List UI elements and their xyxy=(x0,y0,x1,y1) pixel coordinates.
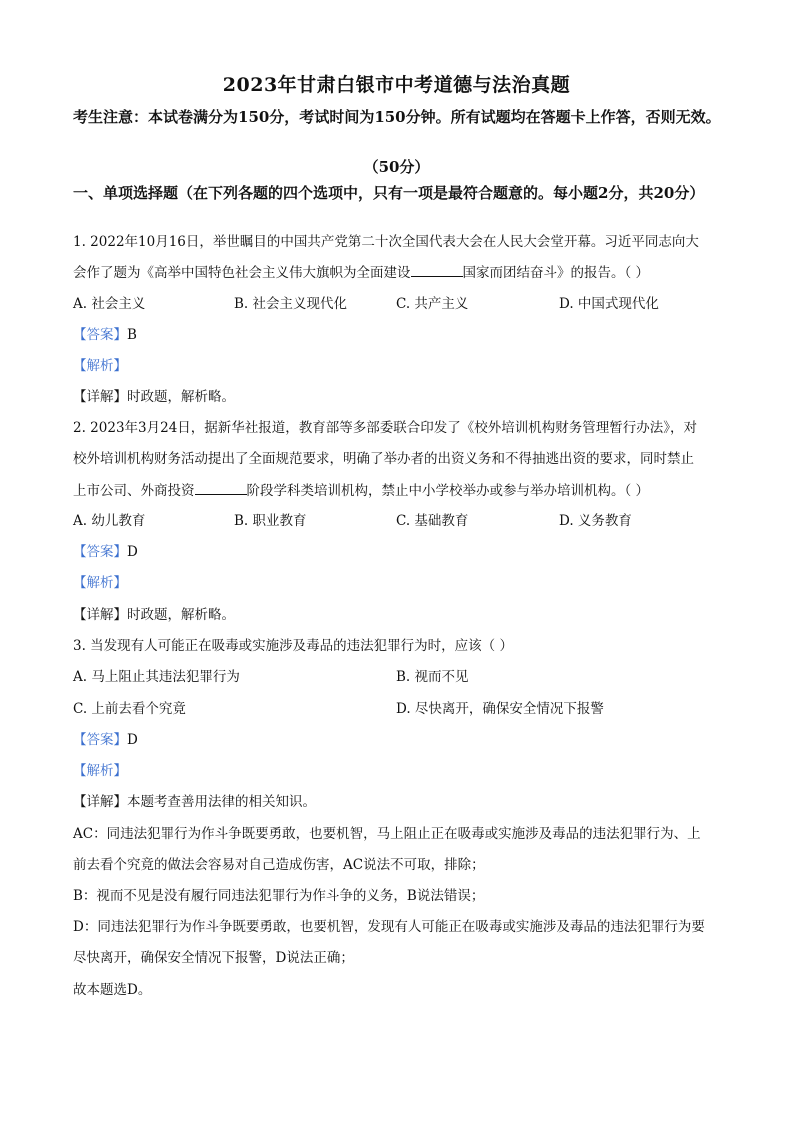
q1-stem-part-b: 国家而团结奋斗》的报告。（ ） xyxy=(462,265,650,281)
q2-option-d: D. 义务教育 xyxy=(559,513,632,529)
detail-text: 时政题，解析略。 xyxy=(127,389,235,405)
q1-answer xyxy=(73,325,723,345)
q3-option-b: B. 视而不见 xyxy=(396,669,469,685)
q3-analysis-label: 【解析】 xyxy=(73,763,127,779)
answer-value: D xyxy=(127,544,138,560)
q3-answer xyxy=(73,730,723,750)
answer-value: B xyxy=(127,327,137,343)
q1-stem-part-a: 会作了题为《高举中国特色社会主义伟大旗帜为全面建设 xyxy=(73,265,411,281)
q2-stem-line-2: 校外培训机构财务活动提出了全面规范要求，明确了举办者的出资义务和不得抽逃出资的要求，同时禁止 xyxy=(73,451,694,467)
q3-option-c: C. 上前去看个究竟 xyxy=(73,701,186,717)
q2-stem-part-a: 上市公司、外商投资 xyxy=(73,483,195,499)
page-title: 2023年甘肃白银市中考道德与法治真题 xyxy=(222,74,571,96)
answer-label: 【答案】 xyxy=(73,732,127,748)
q2-stem-line-1: 2. 2023年3月24日，据新华社报道，教育部等多部委联合印发了《校外培训机构财务管理暂行办法》，对 xyxy=(73,420,698,436)
q1-analysis-label: 【解析】 xyxy=(73,358,127,374)
answer-value: D xyxy=(127,732,138,748)
q3-explanation-line-4: D：同违法犯罪行为作斗争既要勇敢，也要机智，发现有人可能正在吸毒或实施涉及毒品的违法犯罪行为要 xyxy=(73,919,705,935)
q2-analysis-label: 【解析】 xyxy=(73,575,127,591)
q3-explanation-line-5: 尽快离开，确保安全情况下报警，D说法正确； xyxy=(73,950,354,966)
detail-label: 【详解】 xyxy=(73,607,127,623)
q3-option-a: A. 马上阻止其违法犯罪行为 xyxy=(73,669,240,685)
q1-option-a: A. 社会主义 xyxy=(73,296,146,312)
q2-option-b: B. 职业教育 xyxy=(234,513,307,529)
q2-option-a: A. 幼儿教育 xyxy=(73,513,146,529)
q3-explanation-line-6: 故本题选D。 xyxy=(73,982,152,998)
q1-option-d: D. 中国式现代化 xyxy=(559,296,659,312)
score-heading: （50分） xyxy=(363,158,430,176)
exam-notice: 考生注意：本试卷满分为150分，考试时间为150分钟。所有试题均在答题卡上作答，否则无效。 xyxy=(73,108,721,126)
q2-stem-line-3 xyxy=(73,480,723,501)
q3-option-d: D. 尽快离开，确保安全情况下报警 xyxy=(396,701,604,717)
q1-stem-line-1: 1. 2022年10月16日，举世瞩目的中国共产党第二十次全国代表大会在人民大会堂开幕。习近平同志向大 xyxy=(73,234,699,250)
answer-label: 【答案】 xyxy=(73,544,127,560)
q2-answer xyxy=(73,542,723,562)
section-heading: 一、单项选择题（在下列各题的四个选项中，只有一项是最符合题意的。每小题2分，共20分） xyxy=(73,184,705,202)
detail-text: 时政题，解析略。 xyxy=(127,607,235,623)
q2-detail xyxy=(73,605,723,625)
q3-explanation-line-2: 前去看个究竟的做法会容易对自己造成伤害，AC说法不可取，排除； xyxy=(73,857,485,873)
detail-text: 本题考查善用法律的相关知识。 xyxy=(127,794,316,810)
q3-explanation-line-1: AC：同违法犯罪行为作斗争既要勇敢，也要机智，马上阻止正在吸毒或实施涉及毒品的违法犯罪行为、上 xyxy=(73,826,701,842)
fill-blank xyxy=(411,262,463,277)
answer-label: 【答案】 xyxy=(73,327,127,343)
q1-option-c: C. 共产主义 xyxy=(396,296,469,312)
q3-explanation-line-3: B：视而不见是没有履行同违法犯罪行为作斗争的义务，B说法错误； xyxy=(73,888,485,904)
q3-stem-line-1: 3. 当发现有人可能正在吸毒或实施涉及毒品的违法犯罪行为时，应该（ ） xyxy=(73,638,513,654)
fill-blank xyxy=(195,480,247,495)
detail-label: 【详解】 xyxy=(73,794,127,810)
q2-stem-part-b: 阶段学科类培训机构，禁止中小学校举办或参与举办培训机构。（ ） xyxy=(246,483,650,499)
q1-stem-line-2 xyxy=(73,262,723,283)
q1-detail xyxy=(73,387,723,407)
detail-label: 【详解】 xyxy=(73,389,127,405)
q2-option-c: C. 基础教育 xyxy=(396,513,469,529)
q3-detail xyxy=(73,792,723,812)
q1-option-b: B. 社会主义现代化 xyxy=(234,296,348,312)
